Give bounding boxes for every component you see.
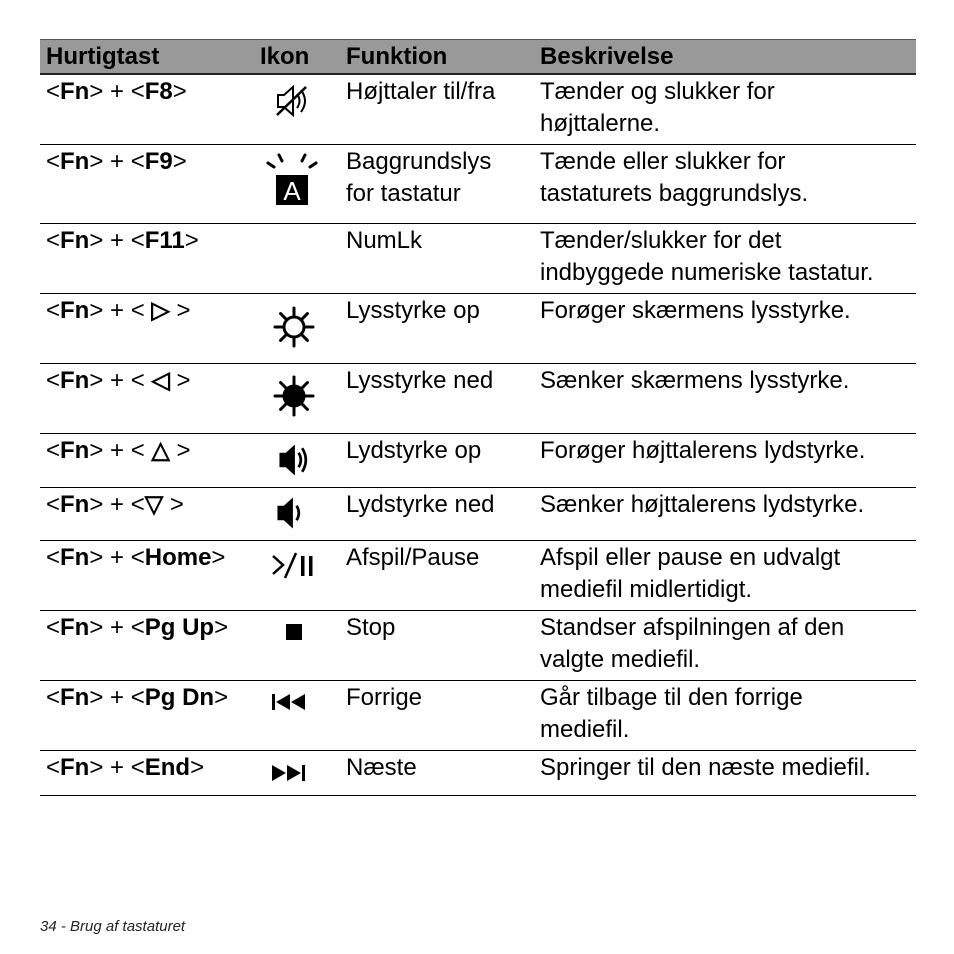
volume-down-icon [272,493,312,538]
shortcut-suffix: > [190,754,205,781]
shortcut-mid: > + < [89,148,145,175]
function-line: Forrige [346,684,423,711]
shortcut-suffix: > [169,297,191,324]
description-line: valgte mediefil. [540,646,701,673]
shortcut-fn: Fn [60,297,90,324]
shortcut-fn: Fn [60,437,90,464]
description-cell [540,612,916,676]
table-row [40,611,916,681]
function-cell [346,225,536,257]
table-row [40,681,916,751]
description-line: Sænker skærmens lysstyrke. [540,367,850,394]
brightness-down-icon [272,374,316,423]
shortcut-cell [46,225,256,257]
shortcut-prefix: < [46,544,61,571]
header-shortcut: Hurtigtast [46,43,160,70]
shortcut-key: Pg Up [144,614,215,641]
shortcut-fn: Fn [60,227,90,254]
description-cell [540,365,916,397]
shortcut-fn: Fn [60,367,90,394]
description-cell [540,542,916,606]
function-cell [346,542,536,574]
function-line: NumLk [346,227,423,254]
shortcut-fn: Fn [60,544,90,571]
shortcut-key: △ [151,437,170,464]
shortcut-prefix: < [46,437,61,464]
shortcut-mid: > + < [89,614,145,641]
brightness-up-icon [272,305,316,354]
function-line: Lysstyrke ned [346,367,494,394]
function-cell [346,682,536,714]
function-line: Stop [346,614,396,641]
table-row [40,75,916,145]
shortcut-mid: > + < [89,227,145,254]
shortcut-suffix: > [172,148,187,175]
function-cell [346,76,536,108]
speaker-mute-icon [272,81,312,126]
table-row [40,751,916,796]
shortcut-prefix: < [46,297,61,324]
shortcut-cell [46,365,256,397]
shortcut-suffix: > [163,491,184,518]
shortcut-prefix: < [46,614,61,641]
table-body [40,75,916,796]
description-line: Standser afspilningen af den [540,614,845,641]
table-header [40,39,916,75]
shortcut-key: F8 [144,78,173,105]
function-cell [346,752,536,784]
shortcut-cell [46,752,256,784]
table-row [40,294,916,364]
function-line: Baggrundslys [346,148,492,175]
shortcut-prefix: < [46,754,61,781]
function-line: Lysstyrke op [346,297,480,324]
table-row [40,145,916,224]
function-line: Højttaler til/fra [346,78,496,105]
shortcut-cell [46,295,256,327]
shortcut-mid: > + < [89,297,152,324]
shortcut-key: Home [144,544,212,571]
shortcut-fn: Fn [60,78,90,105]
stop-icon [284,622,304,647]
function-cell [346,365,536,397]
function-cell [346,489,536,521]
shortcut-suffix: > [169,367,191,394]
shortcut-mid: > + < [89,78,145,105]
shortcut-mid: > + < [89,437,152,464]
header-icon: Ikon [260,43,310,70]
description-line: Sænker højttalerens lydstyrke. [540,491,865,518]
description-cell [540,295,916,327]
shortcut-prefix: < [46,148,61,175]
shortcut-suffix: > [214,684,229,711]
shortcut-cell [46,612,256,644]
function-cell [346,146,536,210]
shortcut-prefix: < [46,78,61,105]
description-cell [540,435,916,467]
shortcut-key: F11 [144,227,185,254]
shortcut-prefix: < [46,684,61,711]
shortcut-cell [46,435,256,467]
table-row [40,488,916,541]
function-cell [346,295,536,327]
shortcut-cell [46,682,256,714]
header-function: Funktion [346,43,448,70]
header-description: Beskrivelse [540,43,674,70]
shortcut-key: ▷ [151,297,170,324]
shortcut-prefix: < [46,491,61,518]
shortcut-suffix: > [172,78,187,105]
description-line: Tænder og slukker for [540,78,775,105]
page-footer: 34 - Brug af tastaturet [40,918,186,935]
table-row [40,224,916,294]
description-line: Springer til den næste mediefil. [540,754,871,781]
description-line: tastaturets baggrundslys. [540,180,809,207]
function-line: Afspil/Pause [346,544,480,571]
function-line: Lydstyrke ned [346,491,495,518]
shortcut-fn: Fn [60,491,90,518]
description-line: mediefil. [540,716,630,743]
shortcut-cell [46,146,256,178]
function-line: Lydstyrke op [346,437,482,464]
description-cell [540,76,916,140]
shortcut-fn: Fn [60,614,90,641]
shortcut-mid: > + < [89,754,145,781]
description-line: Afspil eller pause en udvalgt [540,544,841,571]
table-row [40,364,916,434]
shortcut-suffix: > [211,544,226,571]
function-line: for tastatur [346,180,461,207]
shortcut-key: ▽ [144,491,164,518]
description-line: mediefil midlertidigt. [540,576,753,603]
description-cell [540,225,916,289]
function-cell [346,435,536,467]
backlight-key-label: A [283,176,301,206]
description-line: Forøger skærmens lysstyrke. [540,297,851,324]
shortcut-key: End [144,754,191,781]
shortcut-mid: > + < [89,544,145,571]
description-line: Tænde eller slukker for [540,148,786,175]
shortcut-prefix: < [46,367,61,394]
shortcut-cell [46,76,256,108]
description-cell [540,489,916,521]
description-line: indbyggede numeriske tastatur. [540,259,874,286]
shortcut-key: Pg Dn [144,684,215,711]
shortcut-cell [46,489,256,521]
shortcut-fn: Fn [60,684,90,711]
previous-track-icon [270,692,318,717]
shortcut-suffix: > [214,614,229,641]
shortcut-fn: Fn [60,148,90,175]
function-cell [346,612,536,644]
shortcut-mid: > + < [89,684,145,711]
shortcut-fn: Fn [60,754,90,781]
shortcut-suffix: > [169,437,191,464]
description-cell [540,752,916,784]
volume-up-icon [274,440,314,485]
shortcut-prefix: < [46,227,61,254]
description-line: højttalerne. [540,110,661,137]
shortcut-mid: > + < [89,367,152,394]
shortcut-suffix: > [184,227,199,254]
table-row [40,434,916,488]
shortcut-table [40,39,916,796]
function-line: Næste [346,754,417,781]
play-pause-icon [270,551,318,586]
description-line: Tænder/slukker for det [540,227,782,254]
shortcut-key: F9 [144,148,173,175]
description-cell [540,682,916,746]
description-cell [540,146,916,210]
next-track-icon [270,763,318,788]
shortcut-mid: > + < [89,491,145,518]
table-row [40,541,916,611]
keyboard-backlight-icon [266,153,318,214]
shortcut-cell [46,542,256,574]
description-line: Går tilbage til den forrige [540,684,803,711]
shortcut-key: ◁ [151,367,170,394]
description-line: Forøger højttalerens lydstyrke. [540,437,866,464]
